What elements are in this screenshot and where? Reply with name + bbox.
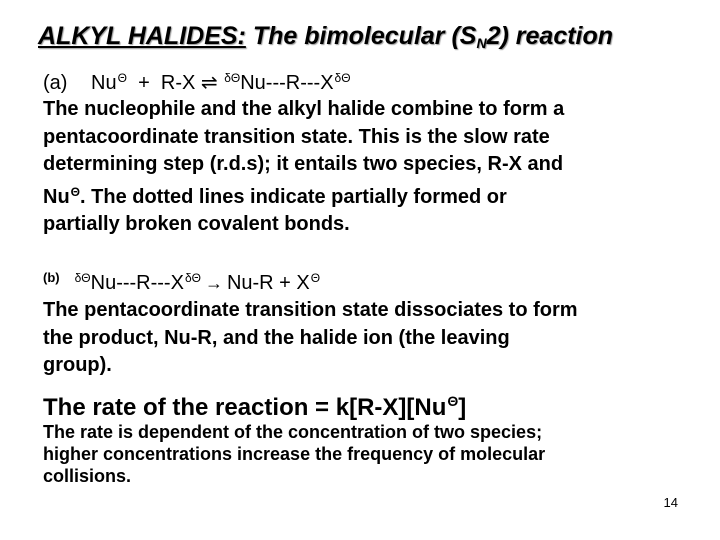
- paragraph-b-line: The pentacoordinate transition state dissociates to form: [43, 299, 578, 321]
- title-main: The bimolecular (S: [245, 22, 477, 50]
- paragraph-c-line: collisions.: [43, 466, 132, 486]
- equation-b-transition-state: Nu---R---X: [90, 272, 184, 294]
- equation-a-partial-neg-2: δΘ: [334, 71, 351, 85]
- paragraph-a-line: The nucleophile and the alkyl halide combine to form a: [43, 98, 565, 120]
- equation-b: [43, 264, 320, 297]
- equation-b-partial-neg-2: δΘ: [184, 271, 201, 285]
- rate-law-charge: Θ: [447, 393, 459, 409]
- paragraph-a-line-rest: . The dotted lines indicate partially formed or: [80, 185, 507, 208]
- equation-b-product: Nu-R + X: [226, 272, 310, 294]
- rate-law-close: ]: [458, 394, 467, 421]
- slide-title: [38, 22, 698, 51]
- title-suffix: 2) reaction: [486, 22, 614, 50]
- title-subscript: N: [476, 35, 487, 51]
- paragraph-a-line: determining step (r.d.s); it entails two species, R-X and: [43, 153, 564, 175]
- equation-a-plus: +: [138, 72, 150, 94]
- paragraph-c-line: higher concentrations increase the frequency of molecular: [43, 444, 546, 464]
- equation-a-label: (a): [43, 72, 68, 94]
- equilibrium-arrow-icon: ⇌: [200, 72, 218, 94]
- paragraph-a-nu: Nu: [43, 185, 70, 208]
- rate-law: [43, 384, 466, 425]
- equation-a-partial-neg: δΘ: [224, 71, 241, 85]
- right-arrow-icon: →: [204, 273, 223, 293]
- rate-law-text: The rate of the reaction = k[R-X][Nu: [43, 394, 447, 421]
- equation-a-reactant: R-X: [160, 72, 196, 94]
- equation-b-partial-neg: δΘ: [74, 271, 91, 285]
- paragraph-b: [43, 297, 703, 380]
- paragraph-c-line: The rate is dependent of the concentration of two species;: [43, 422, 543, 442]
- equation-a-charge: Θ: [117, 71, 127, 85]
- page-number: 14: [663, 495, 678, 510]
- paragraph-c: [43, 421, 703, 487]
- paragraph-b-line: the product, Nu-R, and the halide ion (the leaving: [43, 326, 510, 349]
- paragraph-a: [43, 96, 703, 239]
- paragraph-a-line: [43, 179, 703, 212]
- equation-b-charge: Θ: [310, 271, 321, 285]
- equation-a-nucleophile: Nu: [91, 72, 117, 94]
- paragraph-a-line: partially broken covalent bonds.: [43, 213, 350, 235]
- paragraph-b-line: group).: [43, 354, 112, 376]
- title-prefix: ALKYL HALIDES:: [38, 22, 246, 50]
- paragraph-a-line: pentacoordinate transition state. This is the slow rate: [43, 125, 550, 148]
- paragraph-a-charge: Θ: [70, 184, 81, 199]
- equation-b-label: (b): [43, 270, 60, 285]
- equation-a: [43, 64, 351, 97]
- equation-a-transition-state: Nu---R---X: [240, 72, 334, 94]
